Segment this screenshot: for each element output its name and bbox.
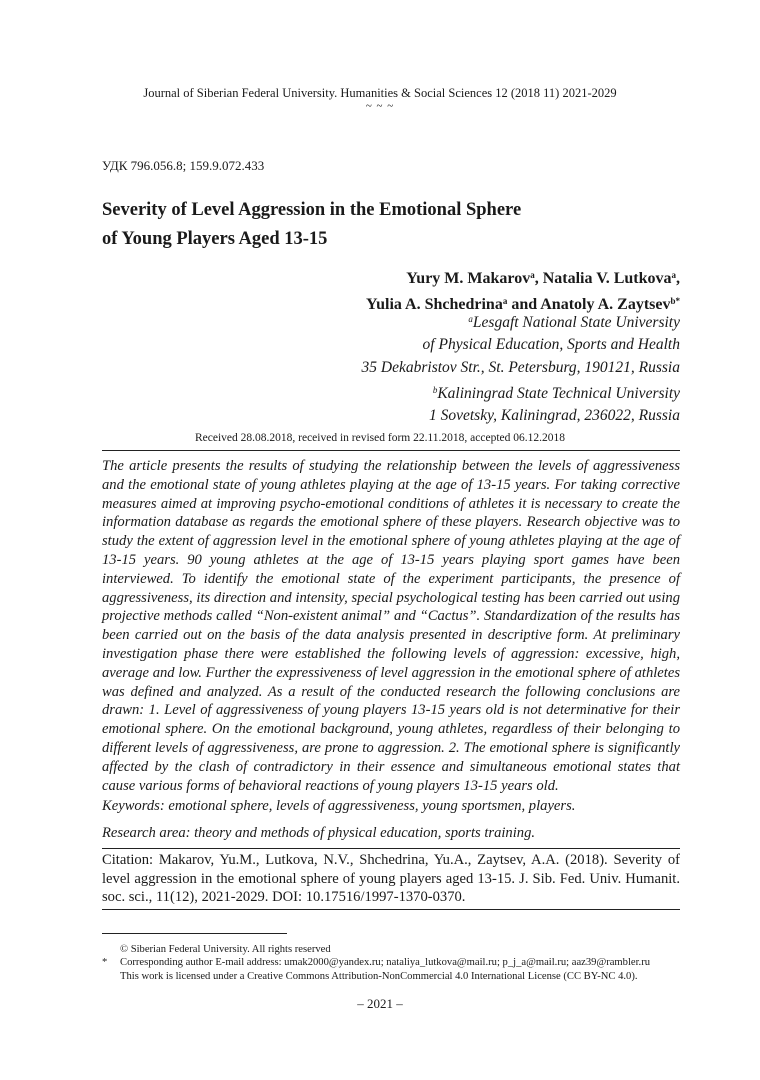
divider-citation-top <box>102 848 680 849</box>
abstract: The article presents the results of studying the relationship between the levels of aggressiveness and the emotional state of young athletes playing at the age of 13-15 years. For taking corrective measures aimed at improving psycho-emotional conditions of athletes it is necessary to create the information database as regards the emotional sphere of these players. Research objective was to study the extent of aggression level in the emotional sphere of young athletes playing at the age of 13-15 years. 90 young athletes at the age of 13-15 years playing sport games have been interviewed. To identify the emotional state of the experiment participants, the presence of aggressiveness, its direction and intensity, special psychological testing has been carried out using projective methods called “Non-existent animal” and “Cactus”. Standardization of the results has been carried out on the basis of the data analysis presented in descriptive form. At preliminary investigation phase there were established the following levels of aggression: excessive, high, average and low. Further the expressiveness of level aggression in the emotional sphere of athletes was defined and analyzed. As a result of the conducted research the following conclusions are drawn: 1. Level of aggressiveness of young players 13-15 years old is not determinative for their emotional sphere. On the emotional background, young athletes, regardless of their belonging to different levels of aggressiveness, are prone to aggression. 2. The emotional sphere is significantly affected by the clash of contradictory in their essence and simultaneous emotional states that cause various forms of behavioral reactions of young players 13-15 years old. <box>102 458 680 794</box>
divider-citation-bottom <box>102 909 680 910</box>
author-affiliation-mark: a <box>671 270 676 280</box>
author-affiliation-mark: b* <box>670 296 680 306</box>
udk-code: УДК 796.056.8; 159.9.072.433 <box>102 158 265 173</box>
affiliation-a-line-3: 35 Dekabristov Str., St. Petersburg, 190121, Russia <box>361 358 680 376</box>
citation: Citation: Makarov, Yu.M., Lutkova, N.V., Shchedrina, Yu.A., Zaytsev, A.A. (2018). Severity of level aggression in the emotional sphere of young players aged 13-15. J. Sib. Fed. Univ. Humanit. soc. sci., 11(12), 2021-2029. DOI: 10.17516/1997-1370-0370. <box>102 852 680 906</box>
footnote-star: * <box>102 957 108 969</box>
footnotes <box>102 943 692 983</box>
affiliation-text: Kaliningrad State Technical University <box>437 384 680 402</box>
keywords: Keywords: emotional sphere, levels of aggressiveness, young sportsmen, players. <box>102 798 576 814</box>
affiliation-a-line-2: of Physical Education, Sports and Health <box>422 336 680 354</box>
affiliation-mark: b <box>432 384 438 395</box>
affiliation-a-line-1 <box>362 308 680 334</box>
footnote-corresponding <box>102 956 692 969</box>
article-title <box>102 196 662 254</box>
affiliations <box>362 308 680 427</box>
footnote-rule <box>102 933 287 934</box>
author-name: Yury M. Makarov <box>406 270 531 287</box>
header-separator: ~ ~ ~ <box>365 100 395 112</box>
affiliation-b-line-2: 1 Sovetsky, Kaliningrad, 236022, Russia <box>428 407 680 425</box>
author-line-1 <box>366 264 680 290</box>
received-dates: Received 28.08.2018, received in revised form 22.11.2018, accepted 06.12.2018 <box>194 432 566 444</box>
divider-top <box>102 450 680 451</box>
author-separator: , <box>534 270 543 287</box>
author-name: Anatoly A. Zaytsev <box>540 296 671 313</box>
author-affiliation-mark: a <box>530 270 535 280</box>
title-line-1: Severity of Level Aggression in the Emotional Sphere <box>102 200 522 220</box>
footnote-copyright: © Siberian Federal University. All rights reserved <box>120 944 331 955</box>
author-separator: , <box>676 270 680 287</box>
affiliation-mark: a <box>468 314 473 324</box>
affiliation-text: Lesgaft National State University <box>472 314 680 331</box>
corresponding-email: Corresponding author E-mail address: umak2000@yandex.ru; nataliya_lutkova@mail.ru; p_j_a@mail.ru; aaz39@rambler.ru <box>120 957 651 969</box>
footnote-license: This work is licensed under a Creative Commons Attribution-NonCommercial 4.0 International License (CC BY-NC 4.0). <box>120 970 638 982</box>
author-name: Yulia A. Shchedrina <box>366 296 503 313</box>
author-affiliation-mark: a <box>502 296 508 306</box>
page-number: – 2021 – <box>357 996 403 1011</box>
research-area: Research area: theory and methods of physical education, sports training. <box>102 825 536 841</box>
author-name: Natalia V. Lutkova <box>542 270 672 287</box>
author-separator: and <box>507 296 541 313</box>
journal-header: Journal of Siberian Federal University. Humanities & Social Sciences 12 (2018 11) 2021-2029 <box>143 86 617 100</box>
affiliation-b-line-1 <box>362 379 680 405</box>
title-line-2: of Young Players Aged 13-15 <box>102 229 328 249</box>
